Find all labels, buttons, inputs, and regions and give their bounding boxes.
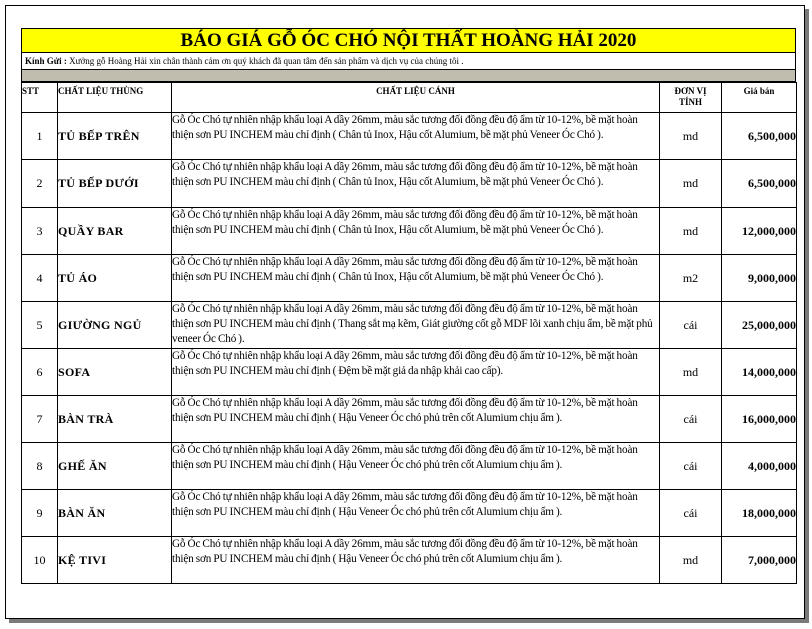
cell-body-material: TỦ BẾP TRÊN [58,113,172,160]
cell-door-material: Gỗ Óc Chó tự nhiên nhập khẩu loại A dầy 26mm, màu sắc tương đối đồng đều độ ẩm từ 10-12%, bề mặt hoàn thiện sơn PU INCHEM màu chỉ định ( Hậu Veneer Óc chó phủ trên cốt Alumium chịu ẩm ). [172,443,660,490]
cell-body-material: GHẾ ĂN [58,443,172,490]
cell-price: 4,000,000 [722,443,797,490]
header-band [21,70,796,82]
cell-unit: m2 [660,255,722,302]
cell-stt: 1 [22,113,58,160]
cell-door-material: Gỗ Óc Chó tự nhiên nhập khẩu loại A dầy 26mm, màu sắc tương đối đồng đều độ ẩm từ 10-12%, bề mặt hoàn thiện sơn PU INCHEM màu chỉ định ( Chân tủ Inox, Hậu cốt Alumium, bề mặt phủ Veneer Óc Chó ). [172,113,660,160]
cell-unit: cái [660,490,722,537]
cell-price: 16,000,000 [722,396,797,443]
table-row [22,490,797,537]
table-row [22,396,797,443]
cell-body-material: TỦ BẾP DƯỚI [58,160,172,208]
cell-door-material: Gỗ Óc Chó tự nhiên nhập khẩu loại A dầy 26mm, màu sắc tương đối đồng đều độ ẩm từ 10-12%, bề mặt hoàn thiện sơn PU INCHEM màu chỉ định ( Chân tủ Inox, Hậu cốt Alumium, bề mặt phủ Veneer Óc Chó ). [172,255,660,302]
header-stt: STT [22,83,58,113]
cell-unit: md [660,113,722,160]
cell-unit: cái [660,302,722,349]
cell-unit: md [660,160,722,208]
cell-stt: 3 [22,208,58,255]
cell-unit: md [660,537,722,584]
cell-door-material: Gỗ Óc Chó tự nhiên nhập khẩu loại A dầy 26mm, màu sắc tương đối đồng đều độ ẩm từ 10-12%, bề mặt hoàn thiện sơn PU INCHEM màu chỉ định ( Đệm bề mặt giả da nhập khải cao cấp). [172,349,660,396]
cell-door-material: Gỗ Óc Chó tự nhiên nhập khẩu loại A dầy 26mm, màu sắc tương đối đồng đều độ ẩm từ 10-12%, bề mặt hoàn thiện sơn PU INCHEM màu chỉ định ( Hậu Veneer Óc chó phủ trên cốt Alumium chịu ẩm ). [172,396,660,443]
table-row [22,255,797,302]
cell-body-material: BÀN ĂN [58,490,172,537]
cell-price: 6,500,000 [722,160,797,208]
table-row [22,537,797,584]
page-title: BÁO GIÁ GỖ ÓC CHÓ NỘI THẤT HOÀNG HẢI 2020 [21,28,796,53]
greeting-line [21,53,796,70]
header-unit-line2: TÍNH [678,97,702,107]
cell-body-material: QUẦY BAR [58,208,172,255]
cell-body-material: SOFA [58,349,172,396]
cell-price: 14,000,000 [722,349,797,396]
cell-door-material: Gỗ Óc Chó tự nhiên nhập khẩu loại A dầy 26mm, màu sắc tương đối đồng đều độ ẩm từ 10-12%, bề mặt hoàn thiện sơn PU INCHEM màu chỉ định ( Chân tủ Inox, Hậu cốt Alumium, bề mặt phủ Veneer Óc Chó ). [172,160,660,208]
header-price: Giá bán [722,83,797,113]
cell-stt: 4 [22,255,58,302]
greeting-label: Kính Gửi : [25,56,67,66]
cell-stt: 9 [22,490,58,537]
table-row [22,160,797,208]
cell-body-material: KỆ TIVI [58,537,172,584]
cell-price: 12,000,000 [722,208,797,255]
cell-price: 9,000,000 [722,255,797,302]
cell-price: 25,000,000 [722,302,797,349]
header-unit [660,83,722,113]
price-table [21,82,797,584]
cell-body-material: TỦ ÁO [58,255,172,302]
cell-body-material: GIƯỜNG NGỦ [58,302,172,349]
cell-stt: 7 [22,396,58,443]
cell-stt: 6 [22,349,58,396]
greeting-text: Xưởng gỗ Hoàng Hải xin chân thành cảm ơn quý khách đã quan tâm đến sản phẩm và dịch vụ của chúng tôi . [69,56,464,66]
header-unit-line1: ĐƠN VỊ [674,86,707,96]
header-body-material: CHẤT LIỆU THÙNG [58,83,172,113]
table-header-row [22,83,797,113]
cell-unit: md [660,208,722,255]
cell-door-material: Gỗ Óc Chó tự nhiên nhập khẩu loại A dầy 26mm, màu sắc tương đối đồng đều độ ẩm từ 10-12%, bề mặt hoàn thiện sơn PU INCHEM màu chỉ định ( Thang sắt mạ kẽm, Giát giường cốt gỗ MDF lõi xanh chịu ẩm, bề mặt phủ veneer Óc Chó ). [172,302,660,349]
cell-stt: 2 [22,160,58,208]
cell-price: 18,000,000 [722,490,797,537]
cell-unit: md [660,349,722,396]
cell-unit: cái [660,396,722,443]
cell-stt: 8 [22,443,58,490]
table-row [22,443,797,490]
table-row [22,113,797,160]
table-row [22,208,797,255]
cell-body-material: BÀN TRÀ [58,396,172,443]
cell-door-material: Gỗ Óc Chó tự nhiên nhập khẩu loại A dầy 26mm, màu sắc tương đối đồng đều độ ẩm từ 10-12%, bề mặt hoàn thiện sơn PU INCHEM màu chỉ định ( Hậu Veneer Óc chó phủ trên cốt Alumium chịu ẩm ). [172,490,660,537]
header-door-material: CHẤT LIỆU CÁNH [172,83,660,113]
table-row [22,302,797,349]
cell-stt: 10 [22,537,58,584]
cell-unit: cái [660,443,722,490]
cell-door-material: Gỗ Óc Chó tự nhiên nhập khẩu loại A dầy 26mm, màu sắc tương đối đồng đều độ ẩm từ 10-12%, bề mặt hoàn thiện sơn PU INCHEM màu chỉ định ( Chân tủ Inox, Hậu cốt Alumium, bề mặt phủ Veneer Óc Chó ). [172,208,660,255]
table-row [22,349,797,396]
price-sheet [5,5,805,619]
cell-price: 7,000,000 [722,537,797,584]
cell-price: 6,500,000 [722,113,797,160]
cell-door-material: Gỗ Óc Chó tự nhiên nhập khẩu loại A dầy 26mm, màu sắc tương đối đồng đều độ ẩm từ 10-12%, bề mặt hoàn thiện sơn PU INCHEM màu chỉ định ( Hậu Veneer Óc chó phủ trên cốt Alumium chịu ẩm ). [172,537,660,584]
cell-stt: 5 [22,302,58,349]
